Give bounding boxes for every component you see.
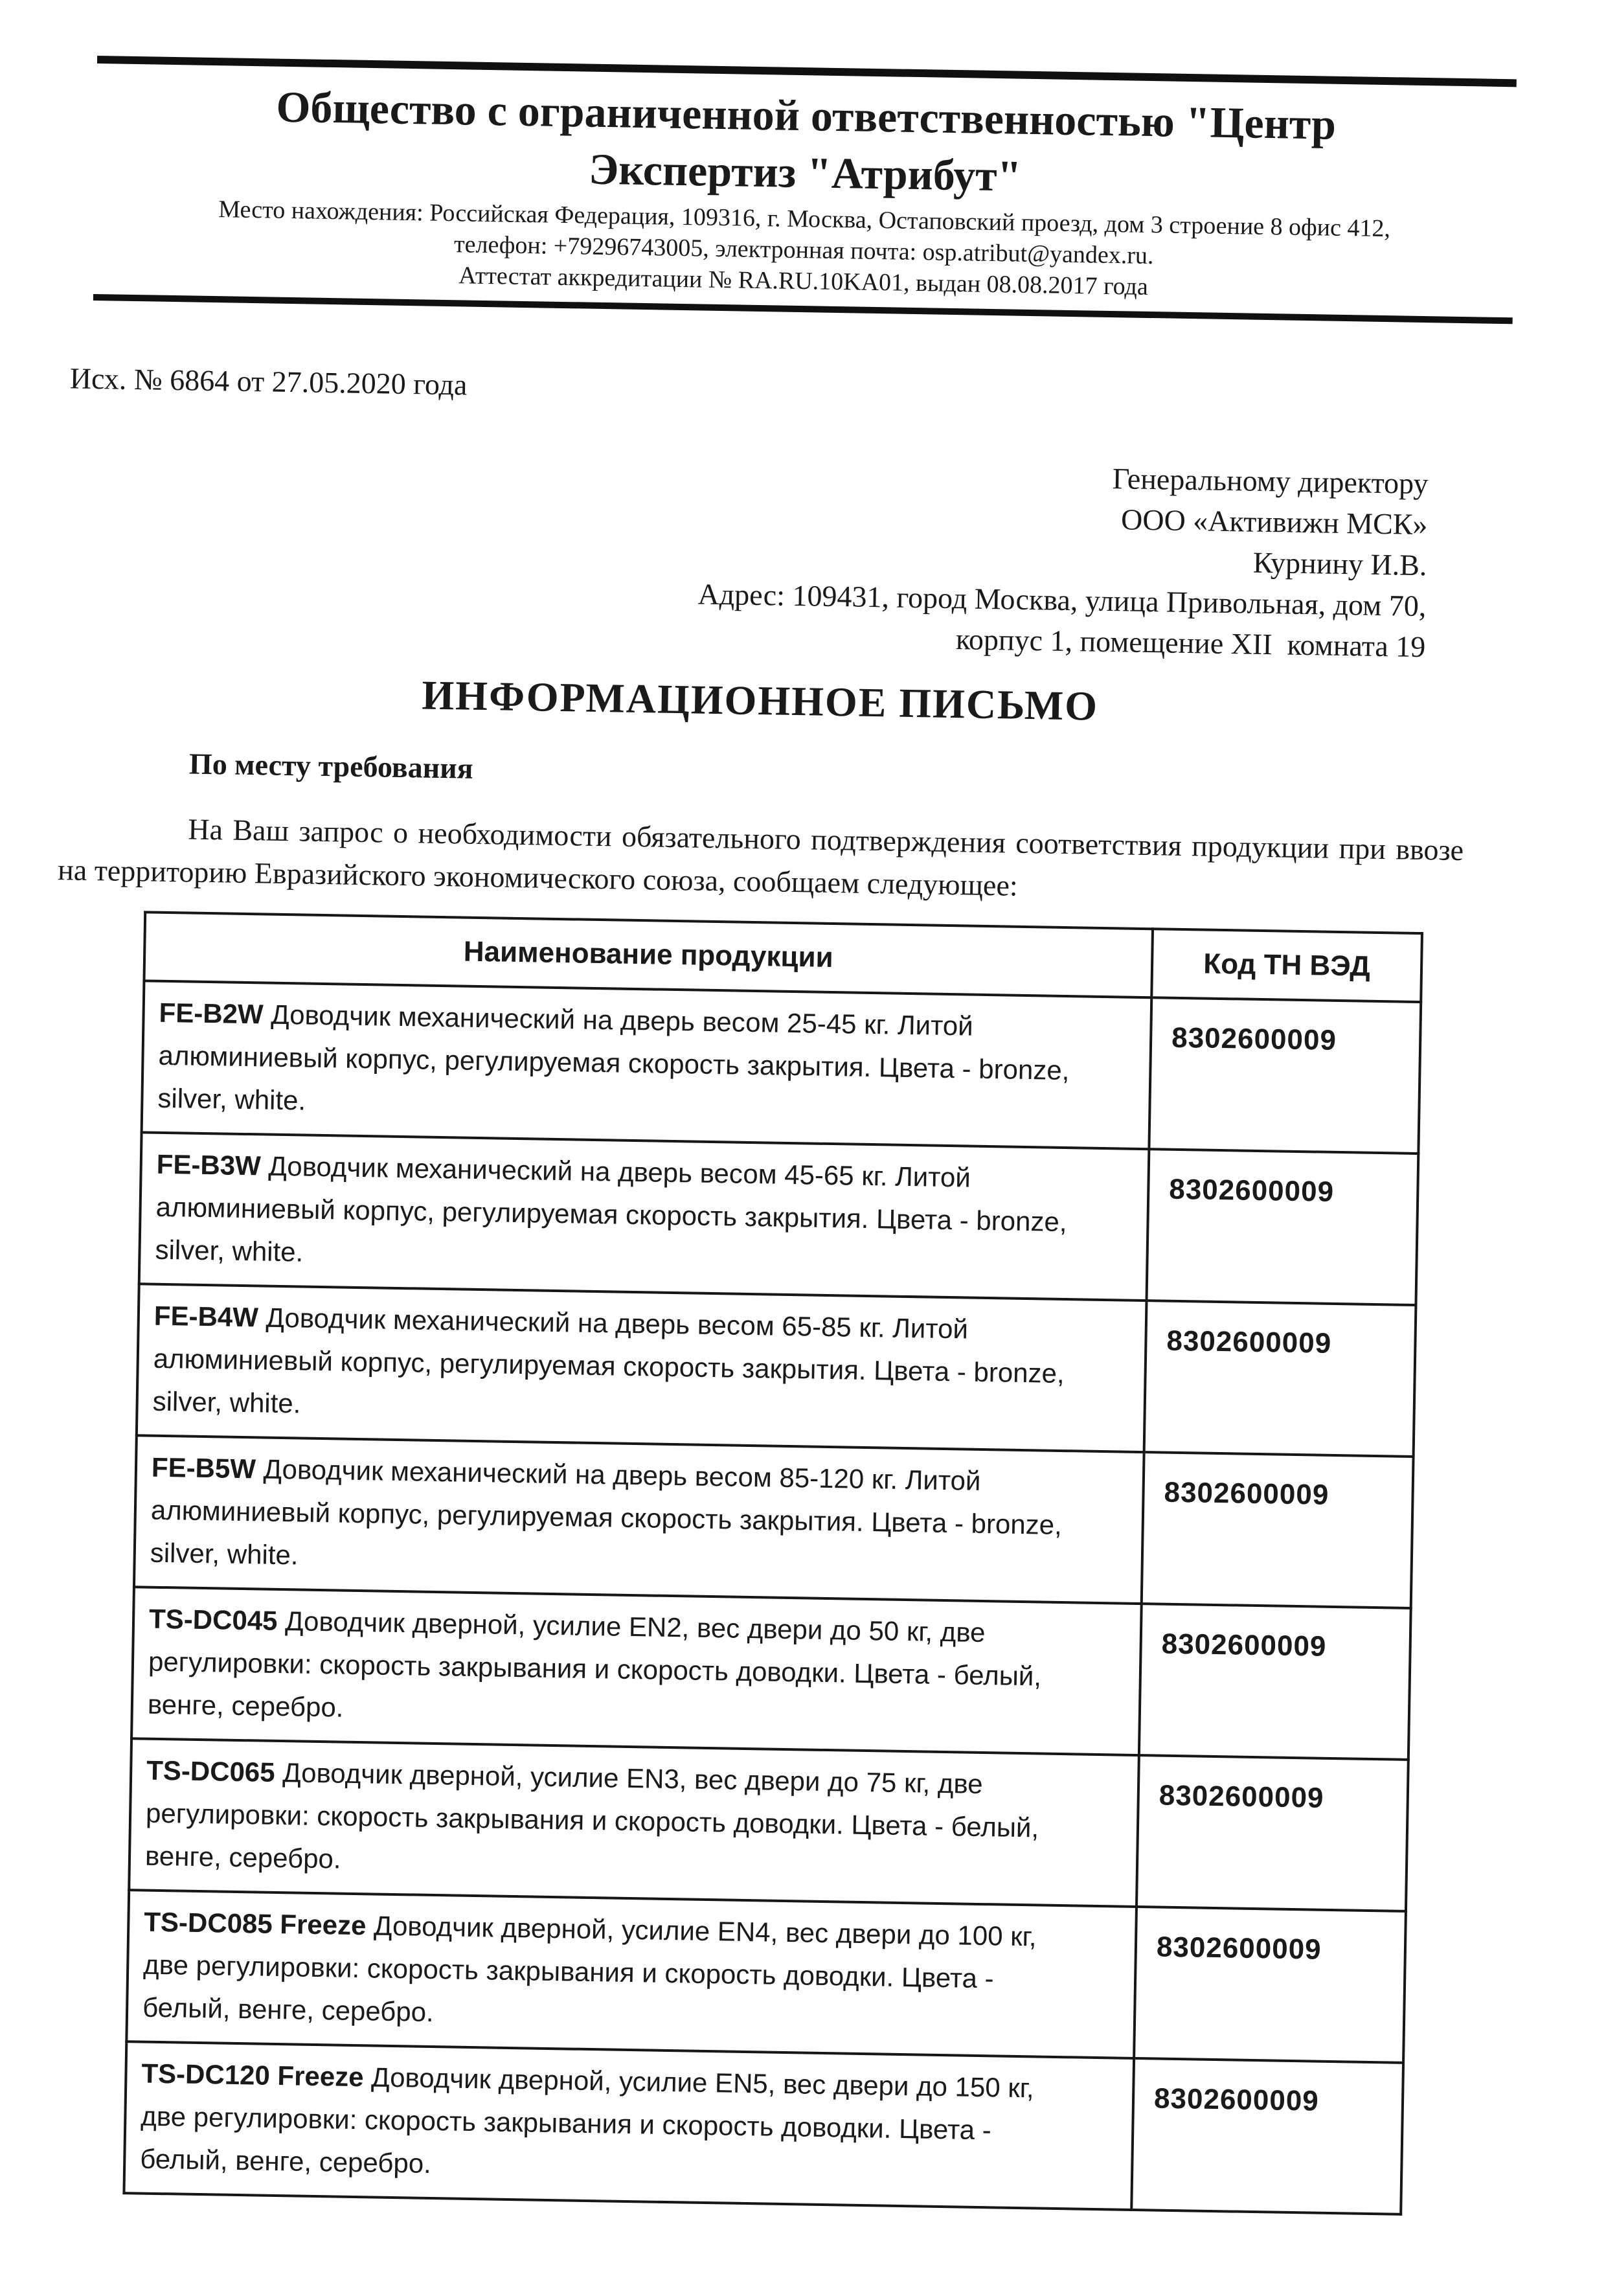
product-row xyxy=(137,1284,1416,1457)
addressee-person: Курнину И.В. xyxy=(1252,545,1427,582)
products-table-body xyxy=(124,981,1421,2214)
product-row xyxy=(129,1738,1408,1911)
product-row xyxy=(131,1587,1411,1760)
product-description-cell xyxy=(134,1435,1144,1604)
addressee-address-line1: Адрес: 109431, город Москва, улица Привольная, дом 70, xyxy=(697,577,1427,623)
product-description-cell xyxy=(129,1738,1139,1907)
product-tnved-code: 8302600009 xyxy=(1144,1301,1416,1457)
column-header-tnved-code: Код ТН ВЭД xyxy=(1151,929,1422,1002)
letterhead-location: Место нахождения: Российская Федерация, 109316, г. Москва, Остаповский проезд, дом 3 строение 8 офис 412, xyxy=(218,196,1391,243)
product-description: Доводчик механический на дверь весом 25-45 кг. Литой алюминиевый корпус, регулируемая скорость закрытия. Цвета - bronze, silver, white. xyxy=(157,999,1070,1116)
product-row xyxy=(126,1890,1406,2063)
product-tnved-code: 8302600009 xyxy=(1139,1604,1411,1760)
addressee-position: Генеральному директору xyxy=(1112,462,1429,501)
product-description-cell xyxy=(131,1587,1142,1755)
product-tnved-code: 8302600009 xyxy=(1142,1452,1414,1608)
product-description-cell xyxy=(124,2041,1134,2210)
letterhead-contacts: телефон: +79296743005, электронная почта: osp.atribut@yandex.ru. xyxy=(453,231,1154,270)
product-description: Доводчик дверной, усилие EN5, вес двери до 150 кг, две регулировки: скорость закрывания и скорость доводки. Цвета - белый, венге, серебро. xyxy=(139,2062,1034,2179)
product-tnved-code: 8302600009 xyxy=(1149,997,1421,1154)
letterhead-accreditation: Аттестат аккредитации № RA.RU.10KA01, выдан 08.08.2017 года xyxy=(458,262,1149,301)
outgoing-reference-line: Исх. № 6864 от 27.05.2020 года xyxy=(69,361,468,402)
product-description: Доводчик механический на дверь весом 65-85 кг. Литой алюминиевый корпус, регулируемая скорость закрытия. Цвета - bronze, silver, white. xyxy=(152,1302,1065,1419)
product-model: FE-B2W xyxy=(159,997,264,1030)
product-description: Доводчик дверной, усилие EN3, вес двери до 75 кг, две регулировки: скорость закрывания и скорость доводки. Цвета - белый, венге, серебро. xyxy=(144,1757,1039,1874)
product-description-cell xyxy=(142,981,1152,1149)
product-model: TS-DC085 Freeze xyxy=(144,1906,367,1941)
company-name-line1: Общество с ограниченной ответственностью "Центр xyxy=(275,82,1337,149)
product-row xyxy=(124,2041,1403,2214)
salutation: По месту требования xyxy=(188,747,474,785)
product-tnved-code: 8302600009 xyxy=(1134,1907,1406,2063)
product-tnved-code: 8302600009 xyxy=(1137,1755,1408,1911)
product-description-cell xyxy=(137,1284,1147,1452)
product-model: TS-DC065 xyxy=(146,1755,276,1788)
product-model: FE-B4W xyxy=(153,1300,259,1333)
body-paragraph: На Ваш запрос о необходимости обязательного подтверждения соответствия продукции при ввозе на территорию Евразийского экономического союза, сообщаем следующее: xyxy=(57,812,1464,902)
product-description: Доводчик дверной, усилие EN2, вес двери до 50 кг, две регулировки: скорость закрывания и скорость доводки. Цвета - белый, венге, серебро. xyxy=(147,1606,1042,1723)
column-header-product-name: Наименование продукции xyxy=(144,912,1153,997)
product-tnved-code: 8302600009 xyxy=(1131,2058,1403,2214)
product-description-cell xyxy=(139,1132,1149,1301)
document-title: ИНФОРМАЦИОННОЕ ПИСЬМО xyxy=(421,672,1099,729)
product-model: FE-B3W xyxy=(156,1148,262,1181)
product-model: FE-B5W xyxy=(151,1451,256,1484)
company-name-line2: Экспертиз "Атрибут" xyxy=(588,144,1023,201)
product-row xyxy=(139,1132,1419,1305)
product-row xyxy=(142,981,1421,1154)
product-row xyxy=(134,1435,1414,1608)
addressee-address-line2: корпус 1, помещение XII комната 19 xyxy=(955,622,1426,664)
products-table xyxy=(122,911,1423,2215)
product-tnved-code: 8302600009 xyxy=(1147,1149,1419,1305)
addressee-company: ООО «Активижн МСК» xyxy=(1120,503,1428,541)
company-name xyxy=(95,75,1517,212)
addressee-block xyxy=(0,439,1429,667)
product-description: Доводчик механический на дверь весом 85-120 кг. Литой алюминиевый корпус, регулируемая скорость закрытия. Цвета - bronze, silver, white. xyxy=(150,1453,1063,1571)
product-description: Доводчик дверной, усилие EN4, вес двери до 100 кг, две регулировки: скорость закрывания и скорость доводки. Цвета - белый, венге, серебро. xyxy=(142,1910,1037,2028)
product-description-cell xyxy=(126,1890,1137,2058)
product-model: TS-DC045 xyxy=(148,1603,278,1636)
product-model: TS-DC120 Freeze xyxy=(141,2058,364,2093)
product-description: Доводчик механический на дверь весом 45-65 кг. Литой алюминиевый корпус, регулируемая скорость закрытия. Цвета - bronze, silver, white. xyxy=(155,1150,1067,1267)
letterhead xyxy=(0,0,1606,326)
